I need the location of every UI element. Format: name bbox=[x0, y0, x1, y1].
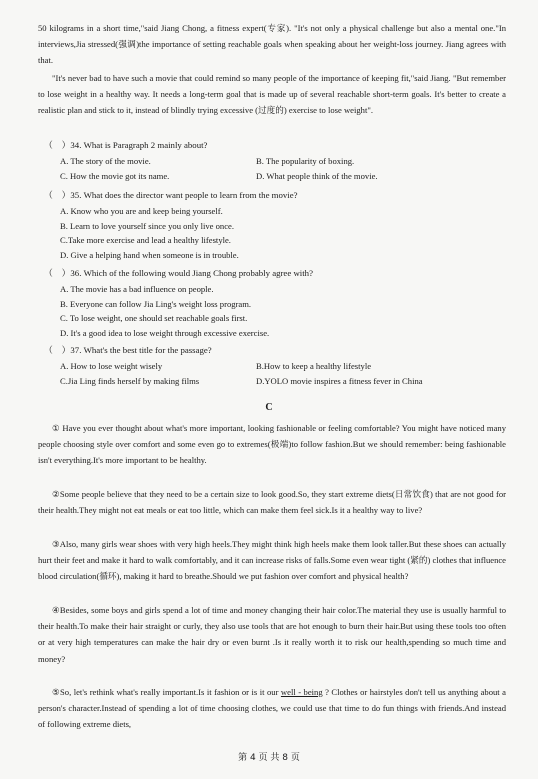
passage-c-paragraph-4: ④Besides, some boys and girls spend a lot of time and money changing their hair color.The material they use is usually harmful to their health.To make their hair straight or curly, they also use tools that are hot enough to burn their hair.But using these tools too often or at very high temperatures can make the hair dry or even burnt .Is it really worth it to risk our health,spending so much time and money? bbox=[38, 605, 506, 664]
passage-b-paragraph: 50 kilograms in a short time,"said Jiang Chong, a fitness expert(专家). "It's not only a physical challenge but also a mental one."In interviews,Jia stressed(强调)the importance of setting reachable goals when speaking about her weight-loss journey. Jiang agrees with that. bbox=[38, 23, 506, 66]
option-a: A. The story of the movie. bbox=[60, 156, 151, 166]
option-d: D.YOLO movie inspires a fitness fever in China bbox=[256, 375, 423, 386]
option-d: D. It's a good idea to lose weight through excessive exercise. bbox=[60, 327, 270, 338]
question-37: （ ）37. What's the best title for the passage? bbox=[44, 345, 212, 355]
passage-c-paragraph-5 bbox=[38, 684, 506, 733]
passage-b-paragraph: "It's never bad to have such a movie that could remind so many people of the importance of keeping fit,"said Jiang. "But remember to lose weight in a healthy way. It needs a long-term goal that is made up of several reachable short-term goals. It's better to create a realistic plan and stick to it, instead of blindly trying excessive (过度的) exercise to lose weight". bbox=[38, 73, 506, 116]
question-37-options bbox=[60, 359, 500, 388]
question-35-options bbox=[60, 204, 500, 262]
paragraph-text: ? Clothes or hairstyles don't tell us anything about a person's character.Instead of spending a lot of time choosing clothes, we could use that time to do fun things with friends.And instead of following extreme diets, bbox=[38, 687, 506, 730]
section-title: C bbox=[265, 402, 273, 413]
option-a: A. How to lose weight wisely bbox=[60, 361, 163, 371]
passage-c-paragraph-3: ③Also, many girls wear shoes with very high heels.They might think high heels make them look taller.But these shoes can actually hurt their feet and make it hard to walk comfortably, and it can increase risks of falls.Some even wear tight (紧的) clothes that influence blood circulation(循环), making it hard to breathe.Should we put fashion over comfort and physical health? bbox=[38, 539, 506, 582]
option-a: A. The movie has a bad influence on people. bbox=[60, 284, 214, 294]
option-c: C. To lose weight, one should set reachable goals first. bbox=[60, 313, 248, 324]
question-36: （ ）36. Which of the following would Jiang Chong probably agree with? bbox=[44, 268, 313, 278]
option-b: B. Learn to love yourself since you only live once. bbox=[60, 220, 234, 231]
option-b: B.How to keep a healthy lifestyle bbox=[256, 361, 372, 371]
option-c: C.Take more exercise and lead a healthy lifestyle. bbox=[60, 235, 231, 246]
option-a: A. Know who you are and keep being yourself. bbox=[60, 206, 223, 216]
question-35: （ ）35. What does the director want people to learn from the movie? bbox=[44, 190, 298, 200]
question-36-options bbox=[60, 282, 500, 340]
paragraph-text: ⑤So, let's rethink what's really important.Is it fashion or is it our bbox=[52, 687, 281, 697]
option-b: B. The popularity of boxing. bbox=[256, 156, 355, 166]
underlined-term: well - being bbox=[280, 687, 323, 697]
option-b: B. Everyone can follow Jia Ling's weight loss program. bbox=[60, 298, 252, 309]
question-34: （ ）34. What is Paragraph 2 mainly about? bbox=[44, 140, 208, 150]
option-d: D. Give a helping hand when someone is in trouble. bbox=[60, 249, 239, 260]
option-d: D. What people think of the movie. bbox=[256, 170, 378, 181]
question-34-options bbox=[60, 154, 500, 183]
option-c: C.Jia Ling finds herself by making films bbox=[60, 375, 200, 386]
passage-c-paragraph-2: ②Some people believe that they need to be a certain size to look good.So, they start extreme diets(日常饮食) that are not good for their health.They might not eat meals or eat too little, which can make them feel sick.Is it a healthy way to live? bbox=[38, 489, 506, 516]
option-c: C. How the movie got its name. bbox=[60, 170, 170, 181]
page-footer: 第 4 页 共 8 页 bbox=[238, 753, 300, 763]
passage-c-paragraph-1: ① Have you ever thought about what's more important, looking fashionable or feeling comfortable? You might have noticed many people choosing style over comfort and some even go to extremes(极端)to follow fashion.But we should remember: being fashionable isn't everything.It's more important to be healthy. bbox=[38, 423, 506, 466]
